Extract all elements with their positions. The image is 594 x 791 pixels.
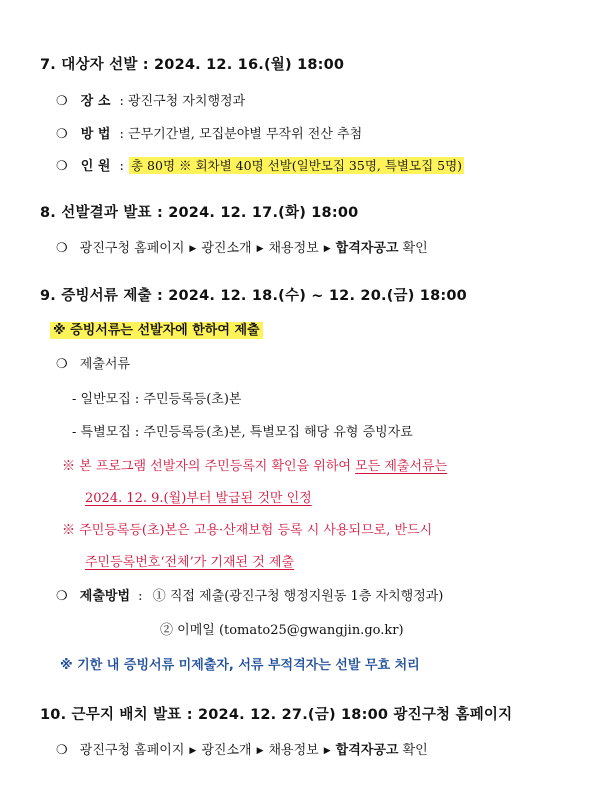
submission-note <box>50 319 263 338</box>
method-row <box>56 123 362 142</box>
bullet-icon: ❍ <box>56 357 68 372</box>
submission-note-text: ※ 증빙서류는 선발자에 한하여 제출 <box>50 322 263 339</box>
arrow-right-icon: ▶ <box>189 244 197 254</box>
arrow-right-icon: ▶ <box>256 244 264 254</box>
arrow-right-icon: ▶ <box>189 746 197 756</box>
section-8-heading: 8. 선발결과 발표 : 2024. 12. 17.(화) 18:00 <box>40 205 359 221</box>
path-final-bold: 합격자공고 <box>335 743 399 758</box>
path-item: 광진소개 <box>201 743 252 758</box>
submit-method-2: ② 이메일 (tomato25@gwangjin.go.kr) <box>160 623 404 638</box>
arrow-right-icon: ▶ <box>323 244 331 254</box>
bullet-icon: ❍ <box>56 589 68 604</box>
path-final-tail: 확인 <box>402 743 428 758</box>
submit-method-colon: : <box>138 589 143 604</box>
arrow-right-icon: ▶ <box>256 746 264 756</box>
arrow-right-icon: ▶ <box>323 746 331 756</box>
section-9-heading: 9. 증빙서류 제출 : 2024. 12. 18.(수) ~ 12. 20.(금) 18:00 <box>40 288 467 304</box>
warning-1-a: ※ 본 프로그램 선발자의 주민등록지 확인을 위하여 <box>62 459 351 474</box>
bullet-icon: ❍ <box>56 159 68 174</box>
path-item: 광진구청 홈페이지 <box>79 241 185 256</box>
invalidation-note: ※ 기한 내 증빙서류 미제출자, 서류 부적격자는 선발 무효 처리 <box>60 658 420 673</box>
docs-row <box>56 353 130 372</box>
general-docs: - 일반모집 : 주민등록등(초)본 <box>72 392 242 407</box>
people-label: 인 원 <box>80 159 111 174</box>
place-value: : 광진구청 자치행정과 <box>119 94 246 109</box>
path-item: 채용정보 <box>268 241 319 256</box>
path-final-tail: 확인 <box>402 241 428 256</box>
submit-method-row <box>56 585 443 604</box>
bullet-icon: ❍ <box>56 127 68 142</box>
path-item: 광진소개 <box>201 241 252 256</box>
section-10-heading: 10. 근무지 배치 발표 : 2024. 12. 27.(금) 18:00 광진구청 홈페이지 <box>40 707 513 723</box>
method-label: 방 법 <box>80 127 111 142</box>
people-row <box>56 155 464 174</box>
submit-method-1: ① 직접 제출(광진구청 행정지원동 1층 자치행정과) <box>152 589 444 604</box>
people-colon: : <box>119 159 124 174</box>
bullet-icon: ❍ <box>56 94 68 109</box>
special-docs: - 특별모집 : 주민등록등(초)본, 특별모집 해당 유형 증빙자료 <box>72 425 413 440</box>
warning-1-b: 모든 제출서류는 <box>355 459 448 474</box>
warning-1-line-1 <box>62 455 447 474</box>
place-label: 장 소 <box>80 94 111 109</box>
result-path-row <box>56 237 428 256</box>
placement-path-row <box>56 739 428 758</box>
method-value: : 근무기간별, 모집분야별 무작위 전산 추첨 <box>119 127 363 142</box>
warning-2-line-2: 주민등록번호‘전체’가 기재된 것 제출 <box>85 555 295 570</box>
people-value-highlight: 총 80명 ※ 회차별 40명 선발(일반모집 35명, 특별모집 5명) <box>130 158 463 173</box>
submit-method-label: 제출방법 <box>79 589 131 604</box>
section-7-heading: 7. 대상자 선발 : 2024. 12. 16.(월) 18:00 <box>40 57 345 73</box>
path-item: 광진구청 홈페이지 <box>79 743 185 758</box>
warning-1-line-2: 2024. 12. 9.(월)부터 발급된 것만 인정 <box>85 491 312 506</box>
bullet-icon: ❍ <box>56 743 68 758</box>
bullet-icon: ❍ <box>56 241 68 256</box>
docs-label: 제출서류 <box>79 357 131 372</box>
warning-2-line-1: ※ 주민등록등(초)본은 고용·산재보험 등록 시 사용되므로, 반드시 <box>62 523 433 538</box>
path-item: 채용정보 <box>268 743 319 758</box>
path-final-bold: 합격자공고 <box>335 241 399 256</box>
place-row <box>56 90 245 109</box>
